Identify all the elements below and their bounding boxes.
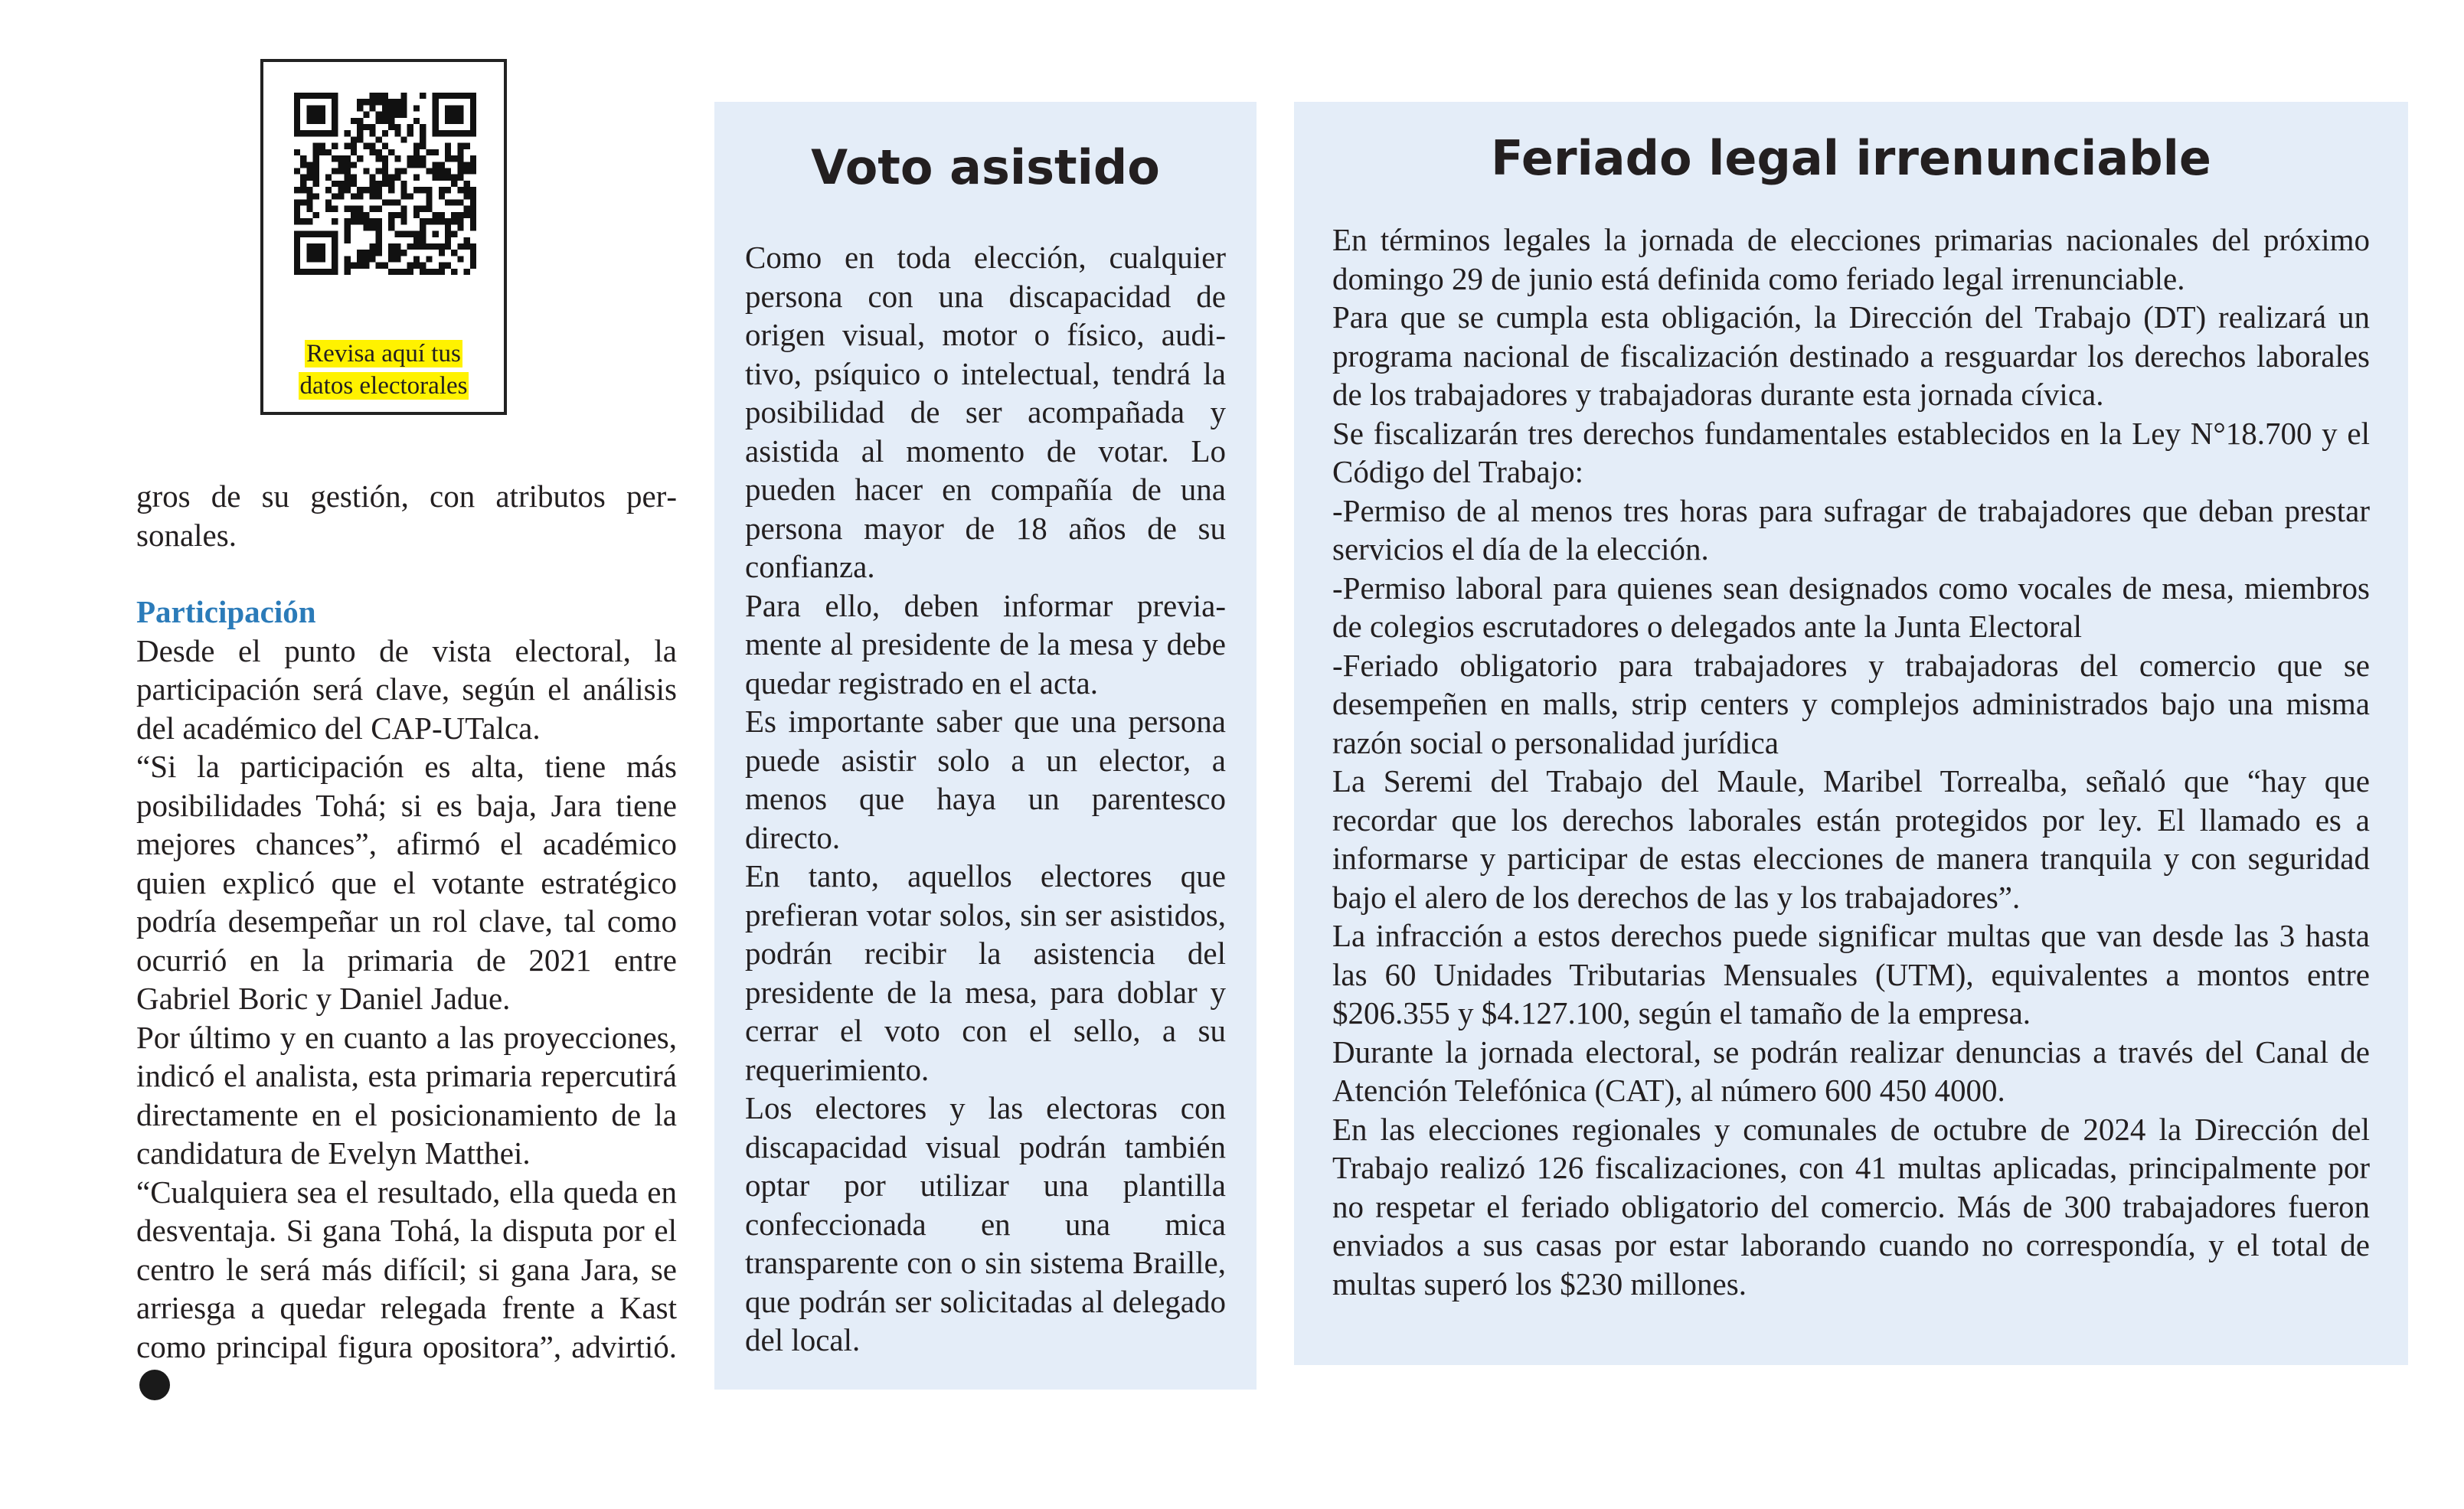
feriado-paragraph: En las elecciones regionales y comunales de octubre de 2024 la Dirección del Trabajo realizó 126 fiscalizaciones, con 41 multas aplicadas, principalmente por no respetar el feriado obligatorio del comercio. Más de 300 trabajadores fueron enviados a sus casas por estar laborando cuando no correspondía, y el total de multas superó los $230 millones. <box>1332 1111 2370 1302</box>
voto-asistido-title: Voto asistido <box>811 139 1160 195</box>
qr-caption-line-2: datos electorales <box>299 372 468 400</box>
voto-asistido-body <box>745 238 1226 1360</box>
feriado-paragraph: -Permiso de al menos tres horas para sufragar de trabajadores que deban prestar servicios el día de la elección. <box>1332 492 2370 567</box>
qr-code-icon[interactable] <box>294 93 476 275</box>
feriado-paragraph: Para que se cumpla esta obligación, la Dirección del Trabajo (DT) realizará un programa nacional de fiscalización destinado a resguardar los derechos laborales de los trabajadores y trabajadoras durante esta jornada cívica. <box>1332 299 2370 412</box>
voto-asistido-panel <box>714 102 1257 1390</box>
feriado-paragraph: En términos legales la jornada de elecciones primarias nacionales del próximo domingo 29 de junio está definida como feriado legal irrenunciable. <box>1332 222 2370 296</box>
section-subhead-participacion: Participación <box>136 594 316 629</box>
feriado-paragraph: La Seremi del Trabajo del Maule, Maribel Torrealba, señaló que “hay que recordar que los derechos laborales están protegidos por ley. El llamado es a informarse y participar de estas elecciones de manera tranquila y con seguridad bajo el alero de los derechos de las y los trabajadores”. <box>1332 763 2370 915</box>
end-of-article-dot-icon <box>139 1370 170 1400</box>
voto-paragraph: Es importante saber que una persona puede asistir solo a un elector, a menos que haya un parentesco directo. <box>745 704 1226 855</box>
feriado-legal-body <box>1332 220 2370 1303</box>
feriado-legal-title: Feriado legal irrenunciable <box>1491 130 2211 186</box>
voto-paragraph: En tanto, aquellos electores que prefieran votar solos, sin ser asistidos, podrán recibir la asistencia del presidente de la mesa, para doblar y cerrar el voto con el sello, a su requerimiento. <box>745 858 1226 1087</box>
article-paragraph-last <box>136 1173 677 1405</box>
qr-code-box[interactable] <box>260 59 507 415</box>
qr-caption-line-1: Revisa aquí tus <box>306 340 461 367</box>
article-paragraph: Por último y en cuanto a las proyecciones, indicó el analista, esta primaria repercutirá directamente en el posicionamiento de la candidatura de Evelyn Matthei. <box>136 1019 677 1171</box>
feriado-paragraph: Se fiscalizarán tres derechos fundamentales establecidos en la Ley N°18.700 y el Código del Trabajo: <box>1332 415 2370 489</box>
article-paragraph-text: “Cualquiera sea el resultado, ella queda en desventaja. Si gana Tohá, la disputa por el centro le será más difícil; si gana Jara, se arriesga a quedar relegada frente a Kast como principal figura opositora”, advirtió. <box>136 1174 677 1364</box>
voto-paragraph: Los electores y las electoras con discapacidad visual podrán también optar por utilizar una plantilla confeccionada en una mica transparente con o sin sistema Braille, que podrán ser solicitadas al delegado del local. <box>745 1090 1226 1357</box>
paragraph-gap <box>136 554 677 593</box>
article-left-column <box>136 477 677 1405</box>
article-paragraph: Desde el punto de vista electoral, la participación será clave, según el análisis del académico del CAP-UTalca. <box>136 632 677 746</box>
feriado-legal-panel <box>1294 102 2408 1365</box>
voto-paragraph: Para ello, deben informar previamente al presidente de la mesa y debe quedar registrado en el acta. <box>745 587 1226 701</box>
article-continuation: gros de su gestión, con atributos personales. <box>136 479 677 553</box>
feriado-paragraph: -Feriado obligatorio para trabajadores y trabajadoras del comercio que se desempeñen en malls, strip centers y complejos administrados bajo una misma razón social o personalidad jurídica <box>1332 647 2370 760</box>
feriado-paragraph: -Permiso laboral para quienes sean designados como vocales de mesa, miembros de colegios escrutadores o delegados ante la Junta Electoral <box>1332 570 2370 644</box>
feriado-paragraph: La infracción a estos derechos puede significar multas que van desde las 3 hasta las 60 Unidades Tributarias Mensuales (UTM), equivalentes a montos entre $206.355 y $4.127.100, según el tamaño de la empresa. <box>1332 918 2370 1030</box>
qr-caption <box>263 338 504 402</box>
feriado-paragraph: Durante la jornada electoral, se podrán realizar denuncias a través del Canal de Atención Telefónica (CAT), al número 600 450 4000. <box>1332 1034 2370 1108</box>
voto-paragraph: Como en toda elección, cualquier persona con una discapacidad de origen visual, motor o físico, auditivo, psíquico o intelectual, tendrá la posibilidad de ser acompañada y asistida al momento de votar. Lo pueden hacer en compañía de una persona mayor de 18 años de su confianza. <box>745 240 1226 584</box>
article-paragraph: “Si la participación es alta, tiene más posibilidades Tohá; si es baja, Jara tiene mejores chances”, afirmó el académico quien explicó que el votante estratégico podría desempeñar un rol clave, tal como ocurrió en la primaria de 2021 entre Gabriel Boric y Daniel Jadue. <box>136 749 677 1016</box>
